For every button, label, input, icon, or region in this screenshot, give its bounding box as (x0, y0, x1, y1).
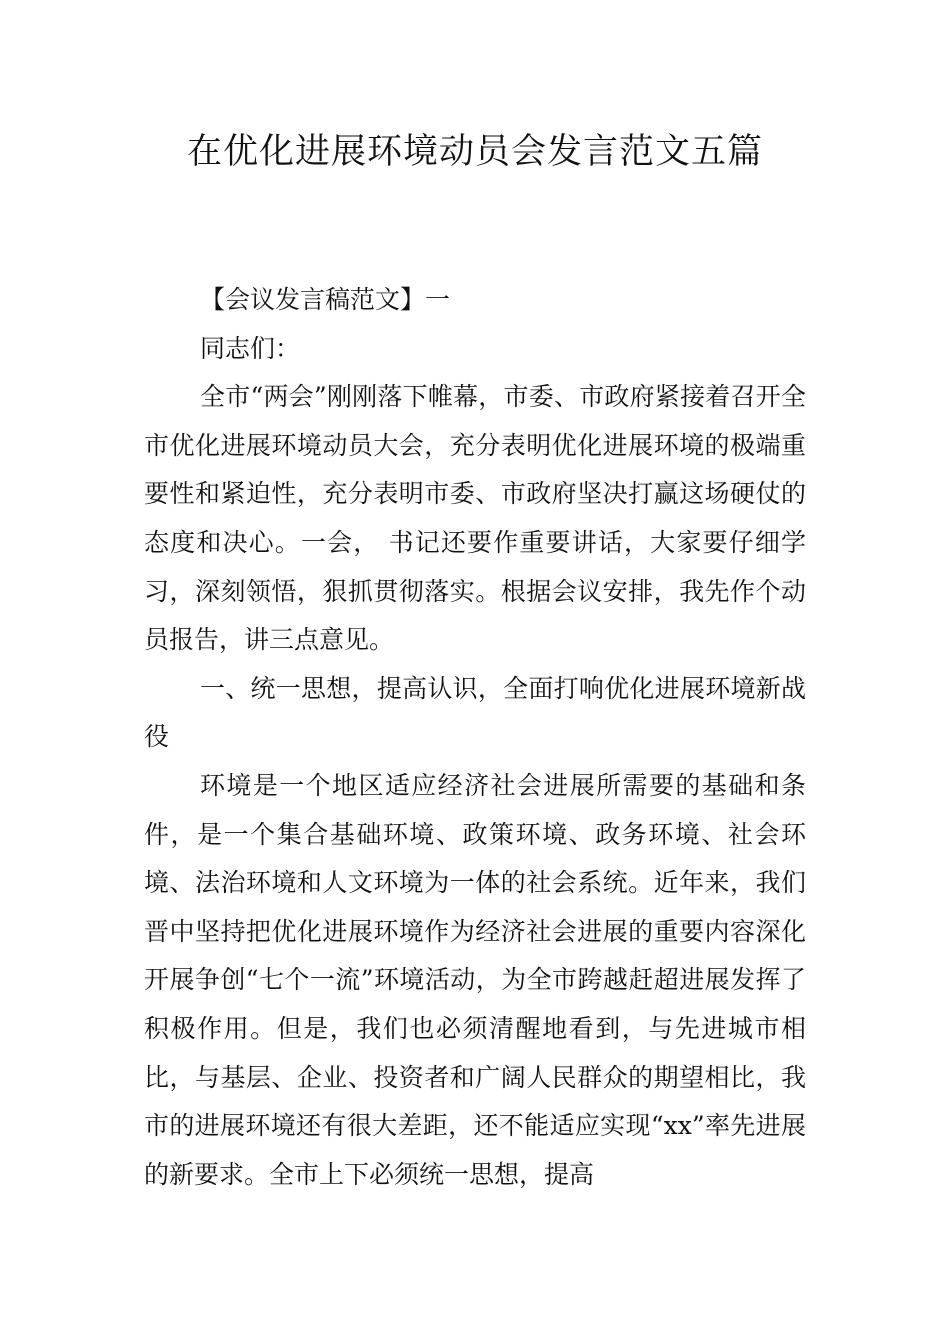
document-title: 在优化进展环境动员会发言范文五篇 (186, 132, 763, 172)
paragraph-section-heading: 一、统一思想，提高认识，全面打响优化进展环境新战役 (144, 673, 806, 752)
document-body (144, 276, 806, 1199)
paragraph-environment: 环境是一个地区适应经济社会进展所需要的基础和条件，是一个集合基础环境、政策环境、政务环境、社会环境、法治环境和人文环境为一体的社会系统。近年来，我们晋中坚持把优化进展环境作为经济社会进展的重要内容深化开展争创“七个一流”环境活动，为全市跨越赶超进展发挥了积极作用。但是，我们也必须清醒地看到，与先进城市相比，与基层、企业、投资者和广阔人民群众的期望相比，我市的进展环境还有很大差距，还不能适应实现“xx”率先进展的新要求。全市上下必须统一思想，提高 (144, 770, 806, 1189)
paragraph-salutation: 同志们： (200, 333, 301, 363)
paragraph-heading-label: 【会议发言稿范文】一 (200, 285, 451, 314)
paragraph-opening: 全市“两会”刚刚落下帷幕，市委、市政府紧接着召开全市优化进展环境动员大会，充分表明优化进展环境的极端重要性和紧迫性，充分表明市委、市政府坚决打赢这场硬仗的态度和决心。一会， 书记还要作重要讲话，大家要仔细学习，深刻领悟，狠抓贯彻落实。根据会议安排，我先作个动员报告，讲三点意见。 (144, 382, 806, 655)
